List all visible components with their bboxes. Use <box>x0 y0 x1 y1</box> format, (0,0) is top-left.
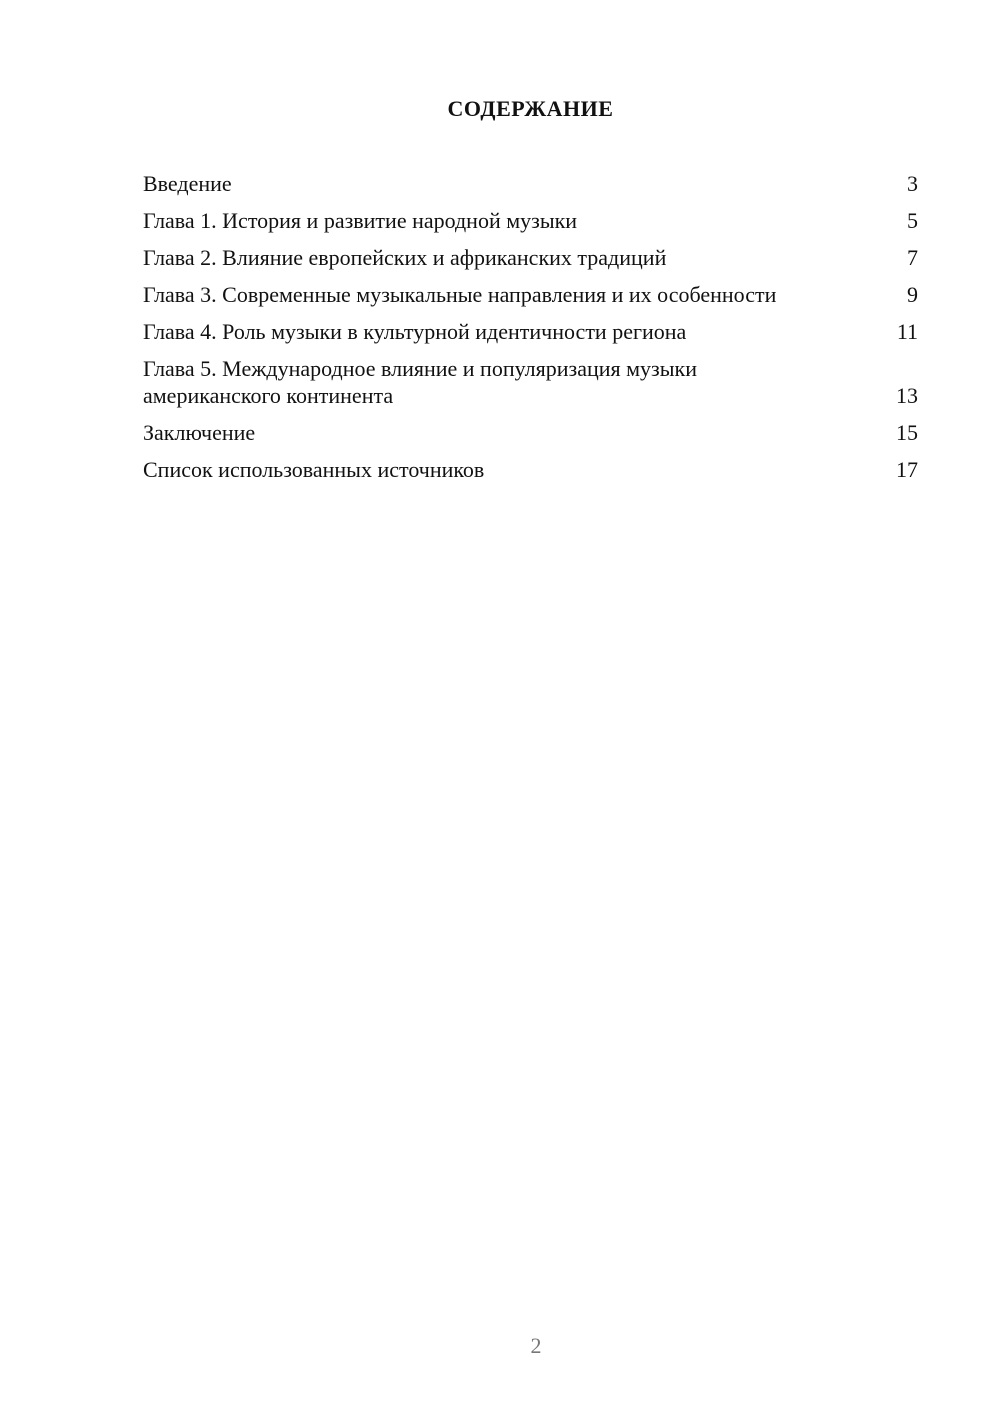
toc-entry-page: 9 <box>907 282 918 307</box>
toc-entry-chapter-3 <box>143 281 918 308</box>
toc-entry-references <box>143 456 918 483</box>
toc-entry-label: Глава 2. Влияние европейских и африканских традиций <box>143 245 667 270</box>
toc-entry-label: Заключение <box>143 420 256 445</box>
toc-entry-introduction <box>143 170 918 197</box>
toc-entry-page: 5 <box>907 208 918 233</box>
table-of-contents <box>143 170 918 493</box>
toc-entry-chapter-5 <box>143 355 918 409</box>
toc-entry-chapter-1 <box>143 207 918 234</box>
page-number: 2 <box>530 1333 542 1358</box>
toc-entry-page: 11 <box>896 319 918 344</box>
toc-entry-page: 13 <box>896 383 918 408</box>
toc-entry-label: Введение <box>143 171 232 196</box>
toc-entry-chapter-2 <box>143 244 918 271</box>
page-title: СОДЕРЖАНИЕ <box>447 96 614 121</box>
toc-entry-label: Глава 4. Роль музыки в культурной идентичности региона <box>143 319 687 344</box>
toc-entry-label: Глава 1. История и развитие народной музыки <box>143 208 578 233</box>
toc-entry-page: 17 <box>896 457 918 482</box>
toc-entry-page: 7 <box>907 245 918 270</box>
toc-entry-label: Список использованных источников <box>143 457 485 482</box>
toc-entry-page: 3 <box>907 171 918 196</box>
toc-entry-conclusion <box>143 419 918 446</box>
toc-entry-label: Глава 5. Международное влияние и популяризация музыки американского континента <box>143 356 697 408</box>
toc-entry-label: Глава 3. Современные музыкальные направления и их особенности <box>143 282 777 307</box>
toc-entry-page: 15 <box>896 420 918 445</box>
toc-entry-chapter-4 <box>143 318 918 345</box>
